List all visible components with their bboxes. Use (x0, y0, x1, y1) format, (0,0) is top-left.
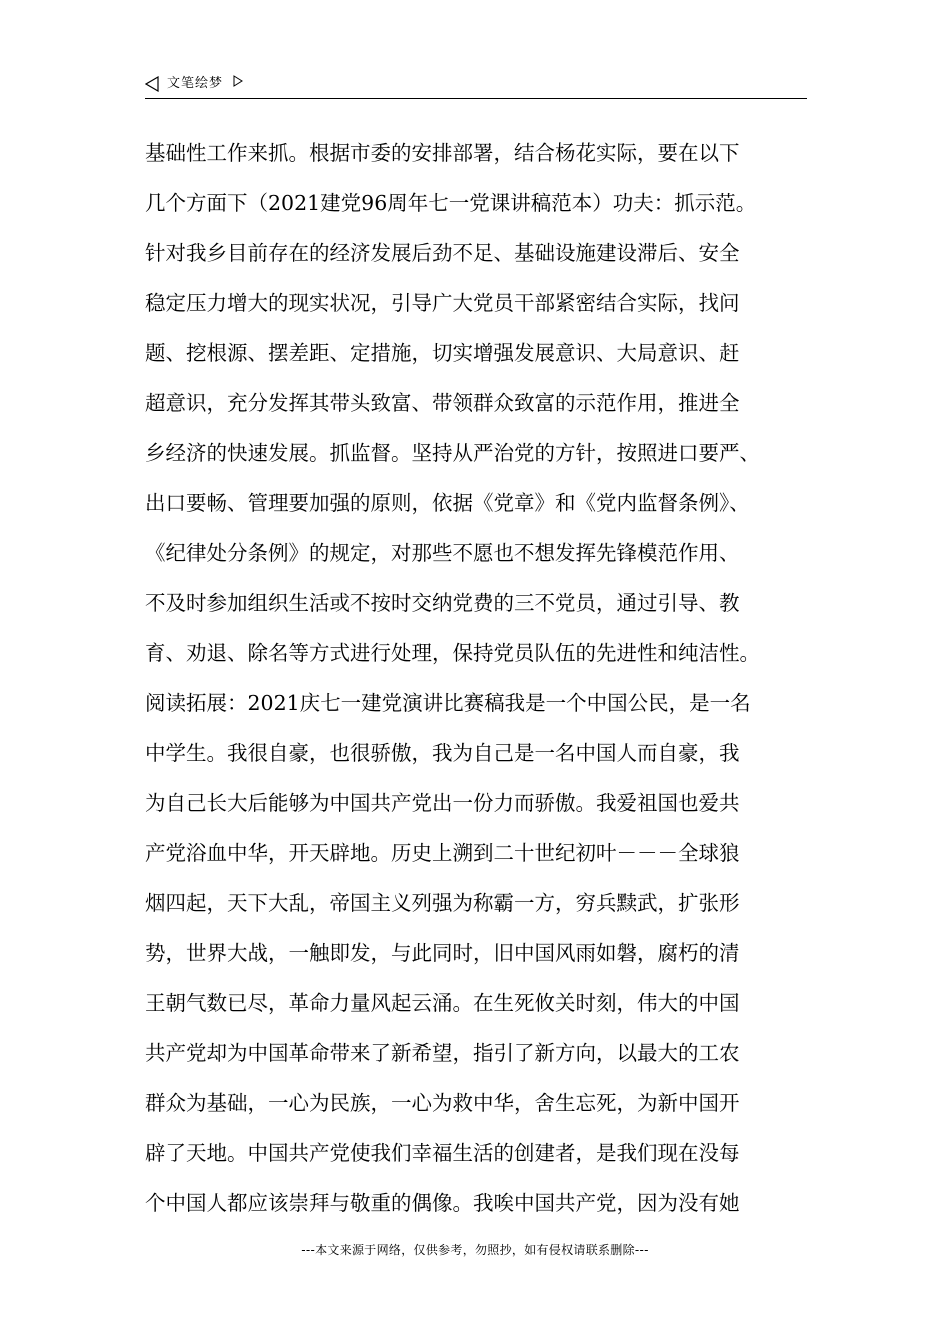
text-line: 几个方面下（2021建党96周年七一党课讲稿范本）功夫：抓示范。 (145, 191, 757, 215)
text-line: 个中国人都应该崇拜与敬重的偶像。我唉中国共产党，因为没有她 (145, 1191, 740, 1215)
text-line: 出口要畅、管理要加强的原则，依据《党章》和《党内监督条例》、 (145, 491, 750, 515)
text-line: 超意识，充分发挥其带头致富、带领群众致富的示范作用，推进全 (145, 391, 740, 415)
text-line: 为自己长大后能够为中国共产党出一份力而骄傲。我爱祖国也爱共 (145, 791, 740, 815)
text-line: 育、劝退、除名等方式进行处理，保持党员队伍的先进性和纯洁性。 (145, 641, 760, 665)
text-line: 群众为基础，一心为民族，一心为救中华，舍生忘死，为新中国开 (145, 1091, 740, 1115)
text-line: 题、挖根源、摆差距、定措施，切实增强发展意识、大局意识、赶 (145, 341, 740, 365)
header-brand: 文笔绘梦 (167, 76, 224, 91)
text-line: 基础性工作来抓。根据市委的安排部署，结合杨花实际，要在以下 (145, 141, 740, 165)
text-line: 烟四起，天下大乱，帝国主义列强为称霸一方，穷兵黩武，扩张形 (145, 891, 740, 915)
text-line: 共产党却为中国革命带来了新希望，指引了新方向，以最大的工农 (145, 1041, 740, 1065)
text-line: 势，世界大战，一触即发，与此同时，旧中国风雨如磐，腐朽的清 (145, 941, 740, 965)
text-line: 乡经济的快速发展。抓监督。坚持从严治党的方针，按照进口要严、 (145, 441, 760, 465)
triangle-left-icon (145, 76, 159, 92)
text-line: 辟了天地。中国共产党使我们幸福生活的创建者，是我们现在没每 (145, 1141, 740, 1165)
triangle-right-icon (233, 75, 243, 87)
document-body (145, 128, 809, 1228)
text-line: 不及时参加组织生活或不按时交纳党费的三不党员，通过引导、教 (145, 591, 740, 615)
text-line: 王朝气数已尽，革命力量风起云涌。在生死攸关时刻，伟大的中国 (145, 991, 740, 1015)
text-line: 产党浴血中华，开天辟地。历史上溯到二十世纪初叶－－－全球狼 (145, 841, 740, 865)
text-line: 中学生。我很自豪，也很骄傲，我为自己是一名中国人而自豪，我 (145, 741, 740, 765)
text-line: 《纪律处分条例》的规定，对那些不愿也不想发挥先锋模范作用、 (145, 541, 740, 565)
text-line: 稳定压力增大的现实状况，引导广大党员干部紧密结合实际，找问 (145, 291, 740, 315)
page-header (145, 74, 807, 99)
page-footer: ---本文来源于网络，仅供参考，勿照抄，如有侵权请联系删除--- (301, 1243, 649, 1257)
text-line: 针对我乡目前存在的经济发展后劲不足、基础设施建设滞后、安全 (145, 241, 740, 265)
text-line: 阅读拓展：2021庆七一建党演讲比赛稿我是一个中国公民，是一名 (145, 691, 751, 715)
